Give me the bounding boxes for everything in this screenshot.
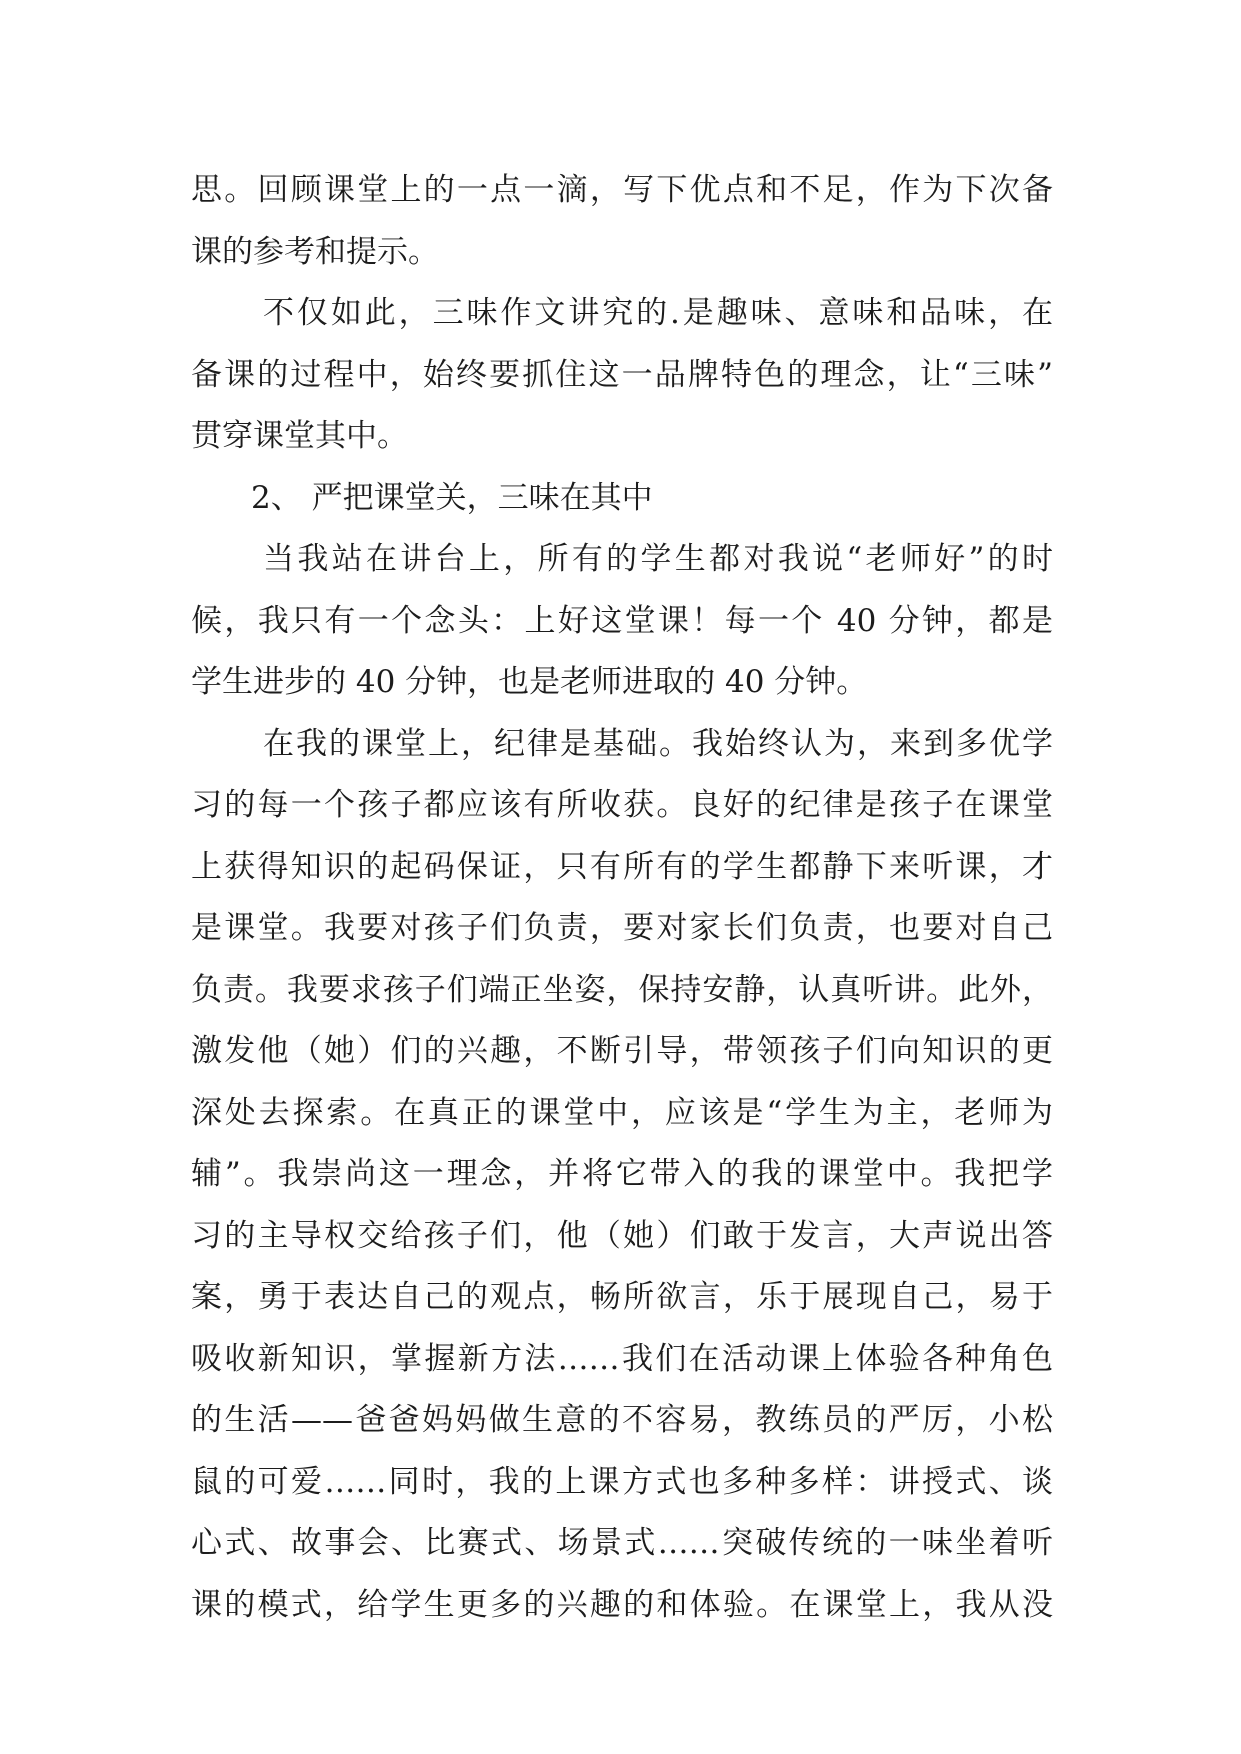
text-line: 深处去探索。在真正的课堂中，应该是“学生为主，老师为 — [191, 1094, 1053, 1131]
text-line: 心式、故事会、比赛式、场景式……突破传统的一味坐着听 — [191, 1525, 1053, 1561]
text-line: 贯穿课堂其中。 — [191, 418, 408, 454]
text-line: 上获得知识的起码保证，只有所有的学生都静下来听课，才 — [191, 848, 1053, 885]
text-line: 候，我只有一个念头：上好这堂课！每一个 40 分钟，都是 — [191, 602, 1053, 639]
text-line: 备课的过程中，始终要抓住这一品牌特色的理念，让“三味” — [191, 356, 1053, 393]
text-line: 案，勇于表达自己的观点，畅所欲言，乐于展现自己，易于 — [191, 1279, 1053, 1315]
section-heading: 2、 严把课堂关，三味在其中 — [251, 479, 653, 516]
text-line: 思。回顾课堂上的一点一滴，写下优点和不足，作为下次备 — [191, 172, 1053, 208]
text-line: 负责。我要求孩子们端正坐姿，保持安静，认真听讲。此外， — [191, 971, 1053, 1008]
text-line: 课的模式，给学生更多的兴趣的和体验。在课堂上，我从没 — [191, 1586, 1053, 1623]
body-text — [191, 160, 1053, 1636]
paragraph-first-line: 不仅如此，三味作文讲究的.是趣味、意味和品味，在 — [263, 295, 1053, 331]
text-line: 学生进步的 40 分钟，也是老师进取的 40 分钟。 — [191, 664, 868, 700]
text-line: 吸收新知识，掌握新方法……我们在活动课上体验各种角色 — [191, 1340, 1053, 1377]
text-line: 是课堂。我要对孩子们负责，要对家长们负责，也要对自己 — [191, 910, 1053, 946]
text-line: 激发他（她）们的兴趣，不断引导，带领孩子们向知识的更 — [191, 1033, 1053, 1069]
paragraph-first-line: 在我的课堂上，纪律是基础。我始终认为，来到多优学 — [263, 725, 1053, 762]
text-line: 习的每一个孩子都应该有所收获。良好的纪律是孩子在课堂 — [191, 787, 1053, 823]
text-line: 课的参考和提示。 — [191, 233, 439, 270]
paragraph-first-line: 当我站在讲台上，所有的学生都对我说“老师好”的时 — [263, 541, 1053, 577]
text-line: 辅”。我崇尚这一理念，并将它带入的我的课堂中。我把学 — [191, 1156, 1053, 1192]
text-line: 习的主导权交给孩子们，他（她）们敢于发言，大声说出答 — [191, 1217, 1053, 1254]
text-line: 的生活——爸爸妈妈做生意的不容易，教练员的严厉，小松 — [191, 1402, 1053, 1438]
text-line: 鼠的可爱……同时，我的上课方式也多种多样：讲授式、谈 — [191, 1463, 1053, 1500]
